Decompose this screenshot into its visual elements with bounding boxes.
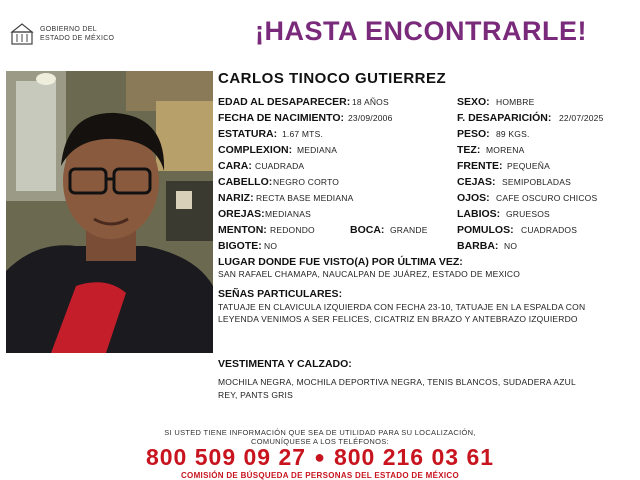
value-lips: GRUESOS <box>506 209 550 219</box>
value-skin: MORENA <box>486 145 525 155</box>
value-ears: MEDIANAS <box>265 209 311 219</box>
label-hair: CABELLO: <box>218 176 273 188</box>
value-eyes: CAFE OSCURO CHICOS <box>496 193 598 203</box>
clothing-line-1: MOCHILA NEGRA, MOCHILA DEPORTIVA NEGRA, TENIS BLANCOS, SUDADERA AZUL <box>218 377 576 387</box>
bullet-separator-icon: ● <box>314 447 326 467</box>
commission-name: COMISIÓN DE BÚSQUEDA DE PERSONAS DEL ESTADO DE MÉXICO <box>180 471 459 480</box>
label-age: EDAD AL DESAPARECER: <box>218 96 351 108</box>
particular-marks-line-1: TATUAJE EN CLAVICULA IZQUIERDA CON FECHA 23-10, TATUAJE EN LA ESPALDA CON <box>218 302 586 312</box>
label-height: ESTATURA: <box>218 128 278 140</box>
value-hair: NEGRO CORTO <box>273 177 340 187</box>
phone-number-1[interactable]: 800 509 09 27 <box>145 444 307 470</box>
person-photo-illustration <box>6 71 213 353</box>
label-lips: LABIOS: <box>457 208 501 220</box>
label-birthdate: FECHA DE NACIMIENTO: <box>218 112 344 124</box>
label-mouth: BOCA: <box>350 224 385 236</box>
person-photo <box>6 71 213 353</box>
value-mustache: NO <box>264 241 278 251</box>
value-birthdate: 23/09/2006 <box>348 113 393 123</box>
label-cheekbones: POMULOS: <box>457 224 514 236</box>
value-nose: RECTA BASE MEDIANA <box>256 193 354 203</box>
particular-marks-line-2: LEYENDA VENIMOS A SER FELICES, CICATRIZ EN BRAZO Y ANTEBRAZO IZQUIERDO <box>218 314 578 324</box>
gov-line-2: ESTADO DE MÉXICO <box>40 35 115 42</box>
label-eyes: OJOS: <box>457 192 490 204</box>
last-seen-value: SAN RAFAEL CHAMAPA, NAUCALPAN DE JUÁREZ, ESTADO DE MEXICO <box>218 269 521 279</box>
last-seen-label: LUGAR DONDE FUE VISTO(A) POR ÚLTIMA VEZ: <box>218 256 463 268</box>
state-seal-icon <box>10 22 34 46</box>
value-face: CUADRADA <box>255 161 305 171</box>
phone-numbers <box>0 444 640 471</box>
label-forehead: FRENTE: <box>457 160 503 172</box>
value-complexion: MEDIANA <box>297 145 338 155</box>
label-sex: SEXO: <box>457 96 490 108</box>
label-complexion: COMPLEXION: <box>218 144 293 156</box>
government-logo <box>10 20 160 50</box>
value-age: 18 AÑOS <box>352 97 389 107</box>
value-chin: REDONDO <box>270 225 315 235</box>
gov-line-1: GOBIERNO DEL <box>40 26 97 33</box>
clothing-label: VESTIMENTA Y CALZADO: <box>218 358 352 370</box>
contact-info-line-2: COMUNÍQUESE A LOS TELÉFONOS: <box>251 437 389 446</box>
value-sex: HOMBRE <box>496 97 535 107</box>
headline: ¡HASTA ENCONTRARLE! <box>255 16 587 46</box>
particular-marks-label: SEÑAS PARTICULARES: <box>218 288 343 300</box>
value-eyebrows: SEMIPOBLADAS <box>502 177 572 187</box>
person-name: CARLOS TINOCO GUTIERREZ <box>218 70 447 87</box>
label-eyebrows: CEJAS: <box>457 176 496 188</box>
contact-info-line-1: SI USTED TIENE INFORMACIÓN QUE SEA DE UTILIDAD PARA SU LOCALIZACIÓN, <box>164 428 476 437</box>
value-weight: 89 KGS. <box>496 129 530 139</box>
value-disappearance-date: 22/07/2025 <box>559 113 604 123</box>
value-height: 1.67 MTS. <box>282 129 324 139</box>
value-forehead: PEQUEÑA <box>507 161 550 171</box>
value-cheekbones: CUADRADOS <box>521 225 578 235</box>
label-beard: BARBA: <box>457 240 499 252</box>
label-mustache: BIGOTE: <box>218 240 262 252</box>
label-weight: PESO: <box>457 128 490 140</box>
label-nose: NARIZ: <box>218 192 254 204</box>
label-skin: TEZ: <box>457 144 481 156</box>
clothing-line-2: REY, PANTS GRIS <box>218 390 293 400</box>
label-face: CARA: <box>218 160 252 172</box>
phone-number-2[interactable]: 800 216 03 61 <box>333 444 495 470</box>
label-chin: MENTON: <box>218 224 267 236</box>
label-ears: OREJAS: <box>218 208 265 220</box>
label-disappearance-date: F. DESAPARICIÓN: <box>457 112 552 124</box>
value-mouth: GRANDE <box>390 225 428 235</box>
value-beard: NO <box>504 241 518 251</box>
